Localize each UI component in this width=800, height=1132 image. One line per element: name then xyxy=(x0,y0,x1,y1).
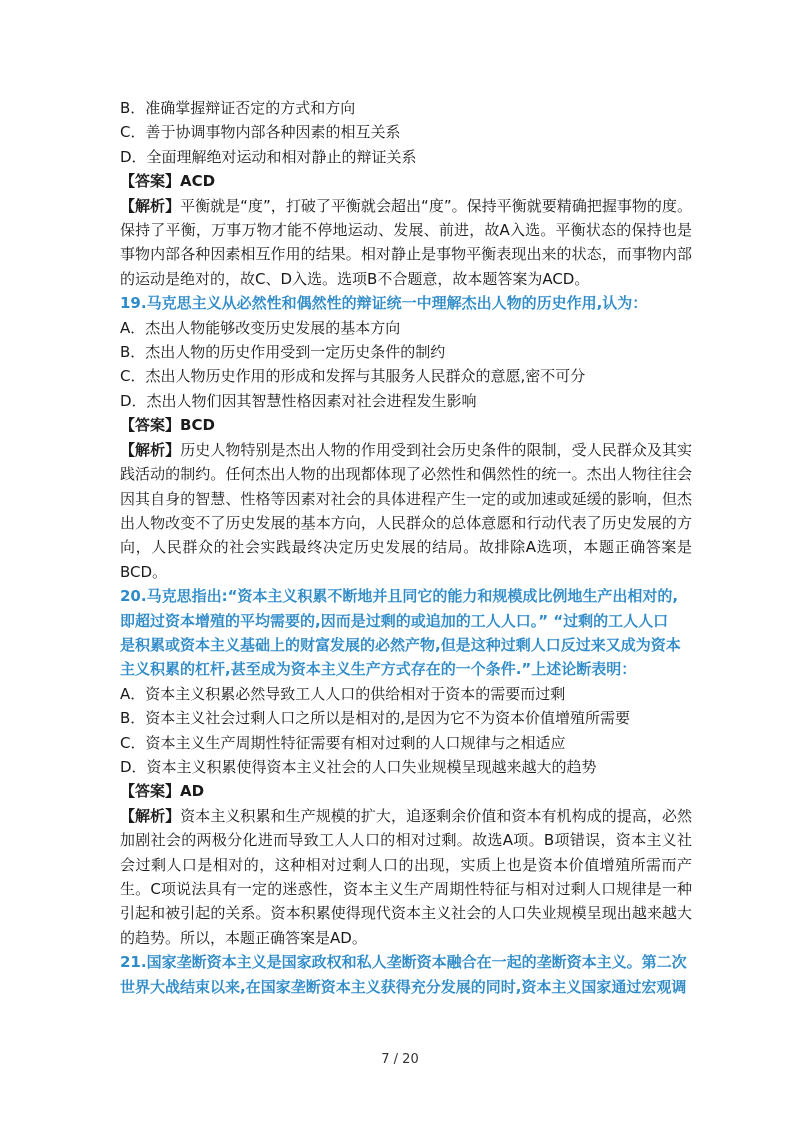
analysis-text: 资本主义积累和生产规模的扩大，追逐剩余价值和资本有机构成的提高，必然加剧社会的两极分化进而导致工人人口的相对过剩。故选A项。B项错误，资本主义社会过剩人口是相对的，这种相对过剩人口的出现，实质上也是资本价值增殖所需而产生。C项说法具有一定的迷惑性，资本主义生产周期性特征与相对过剩人口规律是一种引起和被引起的关系。资本积累使得现代资本主义社会的人口失业规模呈现出越来越大的趋势。所以，本题正确答案是AD。 xyxy=(120,806,692,947)
q19-analysis xyxy=(120,438,692,584)
answer-tag: 【答案】 xyxy=(120,782,181,801)
q18-option-b: B．准确掌握辩证否定的方式和方向 xyxy=(120,99,356,117)
q18-analysis xyxy=(120,194,692,292)
analysis-text: 平衡就是“度”，打破了平衡就会超出“度”。保持平衡就要精确把握事物的度。保持了平衡，万事万物才能不停地运动、发展、前进，故A入选。平衡状态的保持也是事物内部各种因素相互作用的结果。相对静止是事物平衡表现出来的状态，而事物内部的运动是绝对的，故C、D入选。选项B不合题意，故本题答案为ACD。 xyxy=(120,196,692,288)
q21-question xyxy=(120,950,692,999)
q21-question-line: 世界大战结束以来,在国家垄断资本主义获得充分发展的同时,资本主义国家通过宏观调 xyxy=(120,977,687,996)
q21-question-line: 21.国家垄断资本主义是国家政权和私人垄断资本融合在一起的垄断资本主义。第二次 xyxy=(120,953,687,972)
q20-question-line: 主义积累的杠杆,甚至成为资本主义生产方式存在的一个条件.”上述论断表明： xyxy=(120,660,637,679)
q21-block xyxy=(120,950,692,999)
q19-block xyxy=(120,291,692,584)
q19-question: 19.马克思主义从必然性和偶然性的辩证统一中理解杰出人物的历史作用,认为： xyxy=(120,294,648,313)
answer-tag: 【答案】 xyxy=(120,172,181,191)
q18-option-c: C．善于协调事物内部各种因素的相互关系 xyxy=(120,123,401,142)
answer-value: BCD xyxy=(180,416,215,435)
q20-block xyxy=(120,584,692,950)
answer-value: ACD xyxy=(180,172,216,191)
analysis-tag: 【解析】 xyxy=(120,806,181,825)
q19-option-a: A．杰出人物能够改变历史发展的基本方向 xyxy=(120,318,401,337)
answer-tag: 【答案】 xyxy=(120,416,181,435)
answer-value: AD xyxy=(180,782,205,801)
q19-option-d: D．杰出人物们因其智慧性格因素对社会进程发生影响 xyxy=(120,391,477,410)
analysis-text: 历史人物特别是杰出人物的作用受到社会历史条件的限制，受人民群众及其实践活动的制约。任何杰出人物的出现都体现了必然性和偶然性的统一。杰出人物往往会因其自身的智慧、性格等因素对社会的具体进程产生一定的或加速或延缓的影响，但杰出人物改变不了历史发展的基本方向，人民群众的总体意愿和行动代表了历史发展的方向，人民群众的社会实践最终决定历史发展的结局。故排除A选项，本题正确答案是BCD。 xyxy=(120,440,692,581)
q18-option-d: D．全面理解绝对运动和相对静止的辩证关系 xyxy=(120,147,417,166)
q20-answer xyxy=(120,779,692,803)
q20-question xyxy=(120,584,692,682)
q19-option-b: B．杰出人物的历史作用受到一定历史条件的制约 xyxy=(120,343,446,362)
q20-question-line: 是积累或资本主义基础上的财富发展的必然产物,但是这种过剩人口反过来又成为资本 xyxy=(120,635,681,654)
q20-option-d: D．资本主义积累使得资本主义社会的人口失业规模呈现越来越大的趋势 xyxy=(120,757,597,776)
q18-block xyxy=(120,96,692,291)
analysis-tag: 【解析】 xyxy=(120,196,181,215)
q20-question-line: 即超过资本增殖的平均需要的,因而是过剩的或追加的工人人口。” “过剩的工人人口 xyxy=(120,611,669,630)
q19-answer xyxy=(120,413,692,437)
analysis-tag: 【解析】 xyxy=(120,440,181,459)
q20-analysis xyxy=(120,804,692,950)
q20-option-c: C．资本主义生产周期性特征需要有相对过剩的人口规律与之相适应 xyxy=(120,733,566,752)
page-number: 7 / 20 xyxy=(381,1052,419,1067)
q19-option-c: C．杰出人物历史作用的形成和发挥与其服务人民群众的意愿,密不可分 xyxy=(120,367,586,386)
q20-option-b: B．资本主义社会过剩人口之所以是相对的,是因为它不为资本价值增殖所需要 xyxy=(120,709,631,728)
q20-option-a: A．资本主义积累必然导致工人人口的供给相对于资本的需要而过剩 xyxy=(120,684,566,703)
q18-answer xyxy=(120,169,692,193)
q20-question-line: 20.马克思指出:“资本主义积累不断地并且同它的能力和规模成比例地生产出相对的, xyxy=(120,587,679,606)
document-body xyxy=(120,96,692,999)
